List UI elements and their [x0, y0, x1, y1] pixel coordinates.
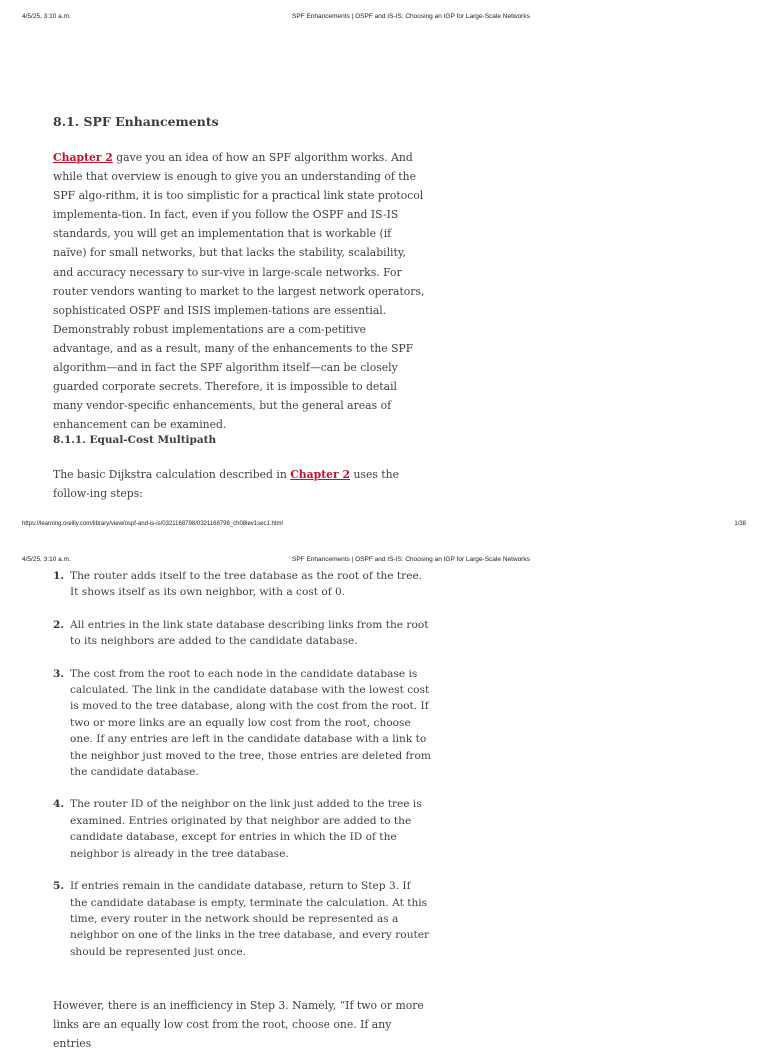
list-item — [53, 796, 431, 862]
print-url: https://learning.oreilly.com/library/view/ospf-and-is-is/0321168798/0321168798_ch08lev1sec1.html — [22, 521, 283, 527]
print-date: 4/5/25, 3:10 a.m. — [22, 13, 71, 20]
print-footer — [22, 521, 746, 533]
list-item — [53, 666, 431, 781]
steps-intro-after: uses the follow-ing steps: — [53, 468, 399, 501]
list-item — [53, 568, 431, 601]
step-number: 3. — [53, 667, 65, 680]
print-title: SPF Enhancements | OSPF and IS-IS: Choosing an IGP for Large-Scale Networks — [292, 13, 530, 20]
step-number: 5. — [53, 880, 65, 893]
step-text: If entries remain in the candidate database, return to Step 3. If the candidate database is empty, terminate the calculation. At this time, every router in the network should be represented as a neighbor on one of the links in the tree database, and every router should be represented just once. — [70, 880, 430, 958]
list-item — [53, 878, 431, 960]
subsection-heading: 8.1.1. Equal-Cost Multipath — [53, 434, 217, 446]
intro-text: gave you an idea of how an SPF algorithm works. And while that overview is enough to give you an understanding of the SPF algo-rithm, it is too simplistic for a practical link state protocol implementa-tion. In fact, even if you follow the OSPF and IS-IS standards, you will get an implementation that is workable (if naïve) for small networks, but that lacks the stability, scalability, and accuracy necessary to sur-vive in large-scale networks. For router vendors wanting to market to the largest network operators, sophisticated OSPF and ISIS implemen-tations are essential. Demonstrably robust implementations are a com-petitive advantage, and as a result, many of the enhancements to the SPF algorithm—and in fact the SPF algorithm itself—can be closely guarded corporate secrets. Therefore, it is impossible to detail many vendor-specific enhancements, but the general areas of enhancement can be examined. — [53, 151, 425, 432]
section-heading: 8.1. SPF Enhancements — [53, 114, 219, 129]
dijkstra-steps-list — [53, 568, 431, 976]
chapter-link-2[interactable]: Chapter 2 — [290, 468, 351, 481]
print-header-page2 — [22, 556, 746, 568]
print-date-page2: 4/5/25, 3:10 a.m. — [22, 556, 71, 563]
step-text: The router adds itself to the tree database as the root of the tree. It shows itself as its own neighbor, with a cost of 0. — [70, 570, 423, 599]
step-text: The cost from the root to each node in the candidate database is calculated. The link in the candidate database with the lowest cost is moved to the tree database, along with the cost from the root. If two or more links are an equally low cost from the root, choose one. If any entries are left in the candidate database with a link to the neighbor just moved to the tree, those entries are deleted from the candidate database. — [70, 667, 431, 779]
chapter-link[interactable]: Chapter 2 — [53, 151, 113, 164]
step-number: 1. — [53, 570, 65, 582]
page-number: 1/38 — [734, 521, 746, 527]
print-header — [22, 13, 746, 25]
steps-intro-paragraph — [53, 465, 425, 503]
steps-intro-before: The basic Dijkstra calculation described in — [53, 468, 291, 481]
step-text: All entries in the link state database describing links from the root to its neighbors are added to the candidate database. — [70, 618, 429, 648]
step-number: 4. — [53, 798, 65, 811]
step-text: The router ID of the neighbor on the link just added to the tree is examined. Entries originated by that neighbor are added to the candidate database, except for entries in which the ID of the neighbor is already in the tree database. — [70, 798, 422, 860]
print-title-page2: SPF Enhancements | OSPF and IS-IS: Choosing an IGP for Large-Scale Networks — [292, 556, 530, 563]
intro-paragraph — [53, 148, 425, 434]
closing-paragraph: However, there is an inefficiency in Step 3. Namely, “If two or more links are an equally low cost from the root, choose one. If any entries — [53, 999, 424, 1051]
step-number: 2. — [53, 618, 65, 631]
list-item — [53, 617, 431, 650]
